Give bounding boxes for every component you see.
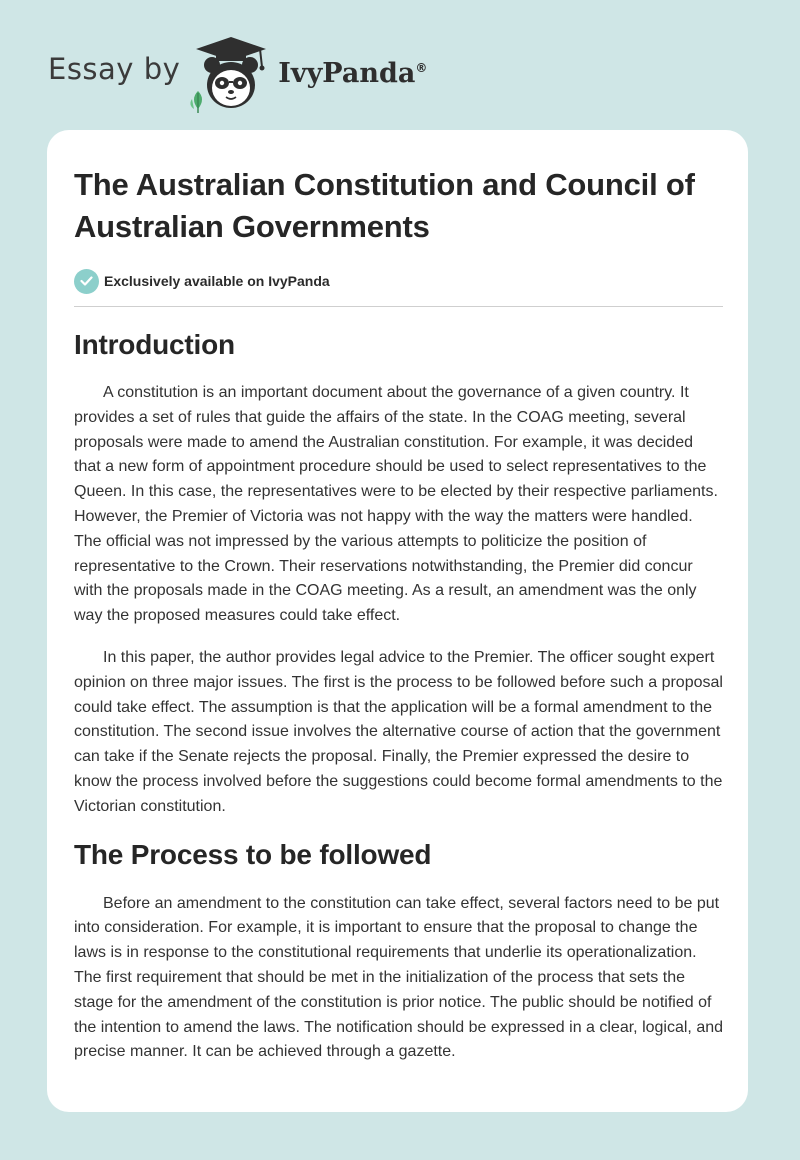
section-heading-introduction: Introduction (74, 329, 235, 360)
brand-logo[interactable] (48, 34, 427, 114)
section-heading-process: The Process to be followed (74, 838, 432, 870)
brand-name: IvyPanda® (278, 57, 428, 89)
paragraph: Before an amendment to the constitution can take effect, several factors need to be put into consideration. For example, it is important to ensure that the proposal to change the laws is in response to the constitutional requirements that underlie its operationalization. The first requirement that should be met in the initialization of the process that sets the stage for the amendment of the constitution is prior notice. The public should be notified of the intention to amend the laws. The notification should be expressed in a clear, logical, and precise manner. It can be achieved through a gazette. (74, 894, 724, 1061)
essay-card (47, 130, 748, 1112)
essay-content (74, 130, 723, 1065)
registered-mark: ® (415, 60, 428, 75)
paragraph: In this paper, the author provides legal advice to the Premier. The officer sought expert opinion on three major issues. The first is the process to be followed before such a proposal could take effect. The assumption is that the application will be a formal amendment to the constitution. The second issue involves the alternative course of action that the government can take if the Senate rejects the proposal. Finally, the Premier expressed the desire to know the process involved before the suggestions could become formal amendments to the Victorian constitution. (74, 648, 723, 815)
paragraph: A constitution is an important document about the governance of a given country. It provides a set of rules that guide the affairs of the state. In the COAG meeting, several proposals were made to amend the Australian constitution. For example, it was decided that a new form of appointment procedure should be used to select representatives to the Queen. In this case, the representatives were to be elected by their respective parliaments. However, the Premier of Victoria was not happy with the way the matters were handled. The official was not impressed by the various attempts to politicize the position of representative to the Crown. Their reservations notwithstanding, the Premier did concur with the proposals made in the COAG meeting. As a result, an amendment was the only way the proposed measures could take effect. (74, 384, 718, 625)
divider (74, 306, 723, 307)
exclusive-badge-text: Exclusively available on IvyPanda (104, 273, 330, 289)
panda-mascot-icon (186, 35, 276, 113)
brand-prefix: Essay by (48, 52, 181, 86)
essay-title: The Australian Constitution and Council of Australian Governments (74, 167, 695, 244)
exclusive-badge (74, 268, 723, 294)
check-circle-icon (74, 269, 99, 294)
